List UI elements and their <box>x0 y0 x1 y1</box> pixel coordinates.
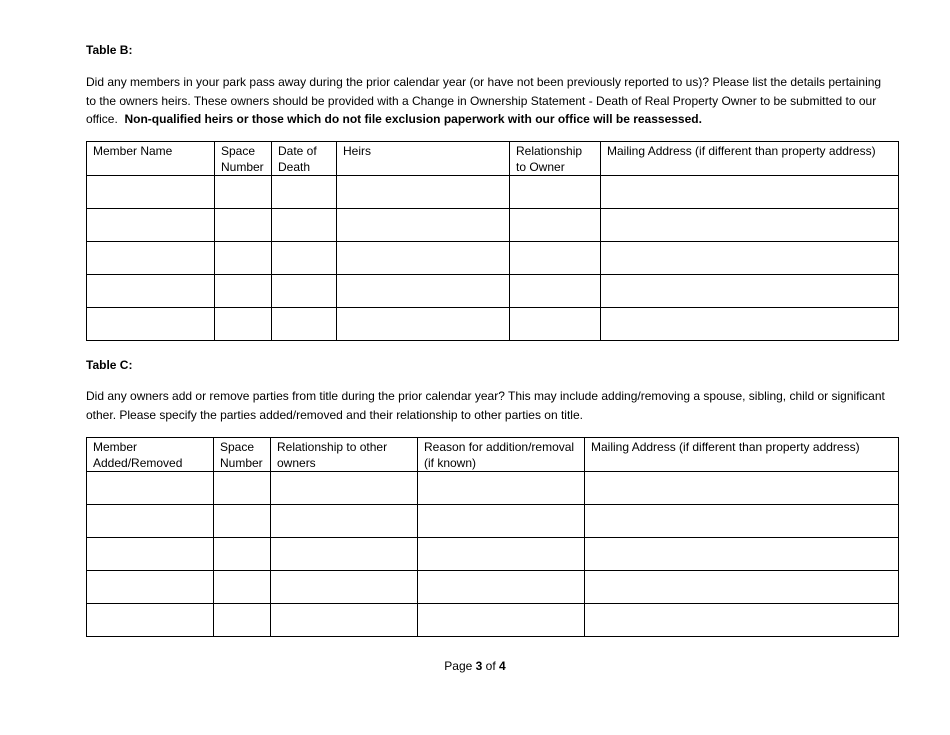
table-b-cell[interactable] <box>510 275 601 308</box>
table-c-cell[interactable] <box>271 538 418 571</box>
table-b-header-row <box>87 142 899 176</box>
table-b-cell[interactable] <box>215 209 272 242</box>
table-b-cell[interactable] <box>87 209 215 242</box>
table-c-cell[interactable] <box>87 538 214 571</box>
page-total: 4 <box>499 659 506 673</box>
table-b-cell[interactable] <box>87 176 215 209</box>
table-c-col-mailing-address: Mailing Address (if different than property address) <box>585 438 899 472</box>
table-c-col-reason: Reason for addition/removal (if known) <box>418 438 585 472</box>
table-c-cell[interactable] <box>418 472 585 505</box>
table-b-cell[interactable] <box>510 176 601 209</box>
table-row <box>87 472 899 505</box>
table-c-cell[interactable] <box>87 604 214 637</box>
table-c-cell[interactable] <box>418 505 585 538</box>
table-b-cell[interactable] <box>510 209 601 242</box>
page-of-label: of <box>485 659 496 673</box>
table-b-cell[interactable] <box>601 209 899 242</box>
table-b-col-heirs: Heirs <box>337 142 510 176</box>
table-b <box>86 141 899 341</box>
table-b-intro-text: Did any members in your park pass away during the prior calendar year (or have not been previously reported to us)? Please list the details pertaining to the owners heirs. These owners should be provided with a Change in Ownership Statement - Death of Real Property Owner to be submitted to our office. <box>86 75 882 126</box>
table-row <box>87 538 899 571</box>
page-footer <box>0 659 950 673</box>
table-b-cell[interactable] <box>510 308 601 341</box>
table-b-cell[interactable] <box>337 242 510 275</box>
table-b-cell[interactable] <box>272 209 337 242</box>
table-b-cell[interactable] <box>601 308 899 341</box>
table-c-cell[interactable] <box>214 604 271 637</box>
table-b-cell[interactable] <box>601 176 899 209</box>
table-b-cell[interactable] <box>272 308 337 341</box>
table-c-cell[interactable] <box>585 472 899 505</box>
table-row <box>87 176 899 209</box>
table-c-cell[interactable] <box>214 472 271 505</box>
table-b-cell[interactable] <box>337 176 510 209</box>
table-b-col-relationship: Relationship to Owner <box>510 142 601 176</box>
table-b-intro <box>86 73 886 129</box>
table-c-cell[interactable] <box>585 505 899 538</box>
table-b-cell[interactable] <box>215 176 272 209</box>
table-b-cell[interactable] <box>272 242 337 275</box>
table-c-cell[interactable] <box>214 571 271 604</box>
table-row <box>87 275 899 308</box>
table-c-cell[interactable] <box>214 505 271 538</box>
table-row <box>87 242 899 275</box>
table-row <box>87 505 899 538</box>
table-b-cell[interactable] <box>601 275 899 308</box>
table-b-cell[interactable] <box>272 275 337 308</box>
table-c-col-relationship: Relationship to other owners <box>271 438 418 472</box>
table-c-cell[interactable] <box>418 538 585 571</box>
table-b-cell[interactable] <box>87 275 215 308</box>
table-c-cell[interactable] <box>87 472 214 505</box>
table-c-cell[interactable] <box>271 505 418 538</box>
table-b-col-member-name: Member Name <box>87 142 215 176</box>
table-c-cell[interactable] <box>87 571 214 604</box>
table-b-col-space-number: Space Number <box>215 142 272 176</box>
table-b-cell[interactable] <box>215 308 272 341</box>
table-b-cell[interactable] <box>87 308 215 341</box>
table-c-cell[interactable] <box>585 571 899 604</box>
table-row <box>87 209 899 242</box>
table-c-header-row <box>87 438 899 472</box>
table-b-cell[interactable] <box>337 275 510 308</box>
table-row <box>87 308 899 341</box>
table-c-col-space-number: Space Number <box>214 438 271 472</box>
table-row <box>87 571 899 604</box>
table-b-cell[interactable] <box>215 242 272 275</box>
table-c-heading: Table C: <box>86 358 133 372</box>
table-row <box>87 604 899 637</box>
table-b-intro-warning: Non-qualified heirs or those which do not file exclusion paperwork with our office will be reassessed. <box>124 112 702 126</box>
table-b-col-date-of-death: Date of Death <box>272 142 337 176</box>
table-c-cell[interactable] <box>271 571 418 604</box>
table-b-col-mailing-address: Mailing Address (if different than property address) <box>601 142 899 176</box>
table-c <box>86 437 899 637</box>
table-c-cell[interactable] <box>418 604 585 637</box>
table-c-cell[interactable] <box>271 472 418 505</box>
table-b-cell[interactable] <box>337 209 510 242</box>
table-c-cell[interactable] <box>418 571 585 604</box>
table-c-cell[interactable] <box>87 505 214 538</box>
table-b-heading: Table B: <box>86 43 133 57</box>
page-label: Page <box>444 659 473 673</box>
table-b-cell[interactable] <box>272 176 337 209</box>
table-b-cell[interactable] <box>215 275 272 308</box>
table-b-cell[interactable] <box>87 242 215 275</box>
table-c-col-member: Member Added/Removed <box>87 438 214 472</box>
page-number: 3 <box>475 659 483 673</box>
table-c-cell[interactable] <box>585 604 899 637</box>
table-c-intro: Did any owners add or remove parties from title during the prior calendar year? This may include adding/removing a spouse, sibling, child or significant other. Please specify the parties added/removed and their relationship to other parties on title. <box>86 389 885 422</box>
table-b-cell[interactable] <box>510 242 601 275</box>
table-c-cell[interactable] <box>271 604 418 637</box>
table-b-cell[interactable] <box>601 242 899 275</box>
table-c-cell[interactable] <box>585 538 899 571</box>
table-c-cell[interactable] <box>214 538 271 571</box>
table-b-cell[interactable] <box>337 308 510 341</box>
